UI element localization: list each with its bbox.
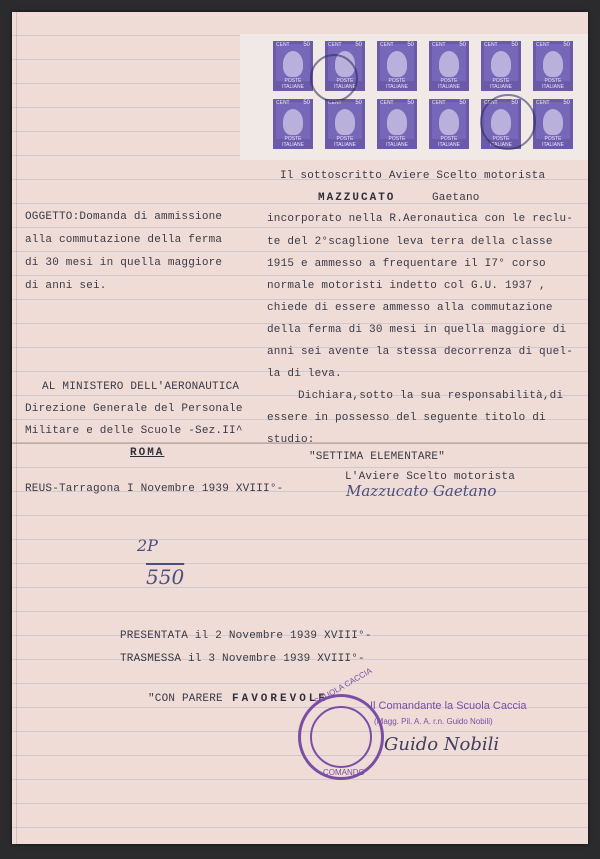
- handwritten-note-top: 2P: [137, 536, 158, 555]
- body-line-3: 1915 e ammesso a frequentare il I7° corso: [267, 258, 546, 270]
- body-line-5: chiede di essere ammesso alla commutazione: [267, 302, 553, 314]
- seal-bottom-text: COMANDO: [323, 768, 365, 777]
- stamp-value: 50: [407, 42, 414, 48]
- stamp-currency: CENT: [484, 42, 498, 48]
- body-line-8: la di leva.: [267, 368, 342, 380]
- applicant-first-name: Gaetano: [432, 192, 480, 204]
- stamp-value: 50: [355, 42, 362, 48]
- stamp-country: POSTE ITALIANE: [438, 78, 460, 90]
- addressee-city: ROMA: [130, 447, 165, 459]
- body-line-6: della ferma di 30 mesi in quella maggiore di: [267, 324, 567, 336]
- postage-stamp: [322, 96, 368, 152]
- stamp-currency: CENT: [276, 100, 290, 106]
- declaration-line-3: studio:: [267, 434, 315, 446]
- postage-stamp: [530, 38, 576, 94]
- stamp-currency: CENT: [536, 100, 550, 106]
- body-line-4: normale motoristi indetto col G.U. 1937 ,: [267, 280, 546, 292]
- stamp-currency: CENT: [484, 100, 498, 106]
- commander-title: Il Comandante la Scuola Caccia: [370, 700, 527, 712]
- presented-date: PRESENTATA il 2 Novembre 1939 XVIII°-: [120, 630, 372, 642]
- applicant-signature: Mazzucato Gaetano: [346, 482, 497, 500]
- subject-line-2: alla commutazione della ferma: [25, 234, 223, 246]
- opinion-prefix: "CON PARERE: [148, 693, 223, 705]
- commander-name-line: (Magg. Pil. A. A. r.n. Guido Nobili): [374, 717, 493, 726]
- postage-stamps: [240, 34, 588, 160]
- place-date: REUS-Tarragona I Novembre 1939 XVIII°-: [25, 483, 284, 495]
- postage-stamp: [374, 96, 420, 152]
- stamp-value: 50: [459, 42, 466, 48]
- stamp-value: 50: [511, 100, 518, 106]
- stamp-currency: CENT: [432, 42, 446, 48]
- stamp-country: POSTE ITALIANE: [386, 136, 408, 148]
- addressee-line-3: Militare e delle Scuole -Sez.II^: [25, 425, 243, 437]
- stamp-country: POSTE ITALIANE: [334, 78, 356, 90]
- commander-signature: Guido Nobili: [384, 734, 500, 755]
- subject-line-3: di 30 mesi in quella maggiore: [25, 257, 223, 269]
- stamp-country: POSTE ITALIANE: [438, 136, 460, 148]
- applicant-surname: MAZZUCATO: [318, 192, 396, 204]
- addressee-line-2: Direzione Generale del Personale: [25, 403, 243, 415]
- transmitted-date: TRASMESSA il 3 Novembre 1939 XVIII°-: [120, 653, 365, 665]
- stamp-currency: CENT: [380, 42, 394, 48]
- signer-role: L'Aviere Scelto motorista: [345, 471, 516, 483]
- stamp-country: POSTE ITALIANE: [386, 78, 408, 90]
- body-line-2: te del 2°scaglione leva terra della classe: [267, 236, 553, 248]
- opinion-word: FAVOREVOLE: [232, 693, 329, 705]
- stamp-country: POSTE ITALIANE: [490, 78, 512, 90]
- declaration-line-2: essere in possesso del seguente titolo di: [267, 412, 546, 424]
- postmark-cancel: [480, 94, 536, 150]
- study-title: "SETTIMA ELEMENTARE": [309, 451, 446, 463]
- postmark-cancel: [310, 54, 358, 102]
- stamp-currency: CENT: [380, 100, 394, 106]
- stamp-value: 50: [563, 100, 570, 106]
- postage-stamp: [530, 96, 576, 152]
- stamp-currency: CENT: [328, 100, 342, 106]
- stamp-country: POSTE ITALIANE: [542, 78, 564, 90]
- body-intro: Il sottoscritto Aviere Scelto motorista: [280, 170, 546, 182]
- subject-line-1: OGGETTO:Domanda di ammissione: [25, 211, 223, 223]
- stamp-value: 50: [303, 100, 310, 106]
- body-line-1: incorporato nella R.Aeronautica con le reclu-: [267, 213, 574, 225]
- stamp-country: POSTE ITALIANE: [282, 136, 304, 148]
- stamp-currency: CENT: [276, 42, 290, 48]
- stamp-country: POSTE ITALIANE: [334, 136, 356, 148]
- addressee-line-1: AL MINISTERO DELL'AERONAUTICA: [42, 381, 240, 393]
- postage-stamp: [270, 38, 316, 94]
- stamp-value: 50: [459, 100, 466, 106]
- handwritten-note-bottom: 550: [146, 565, 185, 589]
- stamp-currency: CENT: [536, 42, 550, 48]
- stamp-value: 50: [511, 42, 518, 48]
- stamp-country: POSTE ITALIANE: [490, 136, 512, 148]
- margin-line: [16, 12, 17, 844]
- stamp-value: 50: [303, 42, 310, 48]
- stamp-value: 50: [407, 100, 414, 106]
- postage-stamp: [270, 96, 316, 152]
- document-sheet: [12, 12, 588, 844]
- body-line-7: anni sei avente la stessa decorrenza di quel-: [267, 346, 574, 358]
- stamp-value: 50: [355, 100, 362, 106]
- stamp-country: POSTE ITALIANE: [282, 78, 304, 90]
- postage-stamp: [426, 38, 472, 94]
- subject-line-4: di anni sei.: [25, 280, 107, 292]
- stamp-currency: CENT: [432, 100, 446, 106]
- postage-stamp: [478, 38, 524, 94]
- seal-top-text: SCUOLA CACCIA: [312, 666, 374, 707]
- declaration-line-1: Dichiara,sotto la sua responsabilità,di: [298, 390, 564, 402]
- stamp-value: 50: [563, 42, 570, 48]
- stamp-currency: CENT: [328, 42, 342, 48]
- postage-stamp: [426, 96, 472, 152]
- stamp-country: POSTE ITALIANE: [542, 136, 564, 148]
- postage-stamp: [374, 38, 420, 94]
- seal-inner-ring: [310, 706, 372, 768]
